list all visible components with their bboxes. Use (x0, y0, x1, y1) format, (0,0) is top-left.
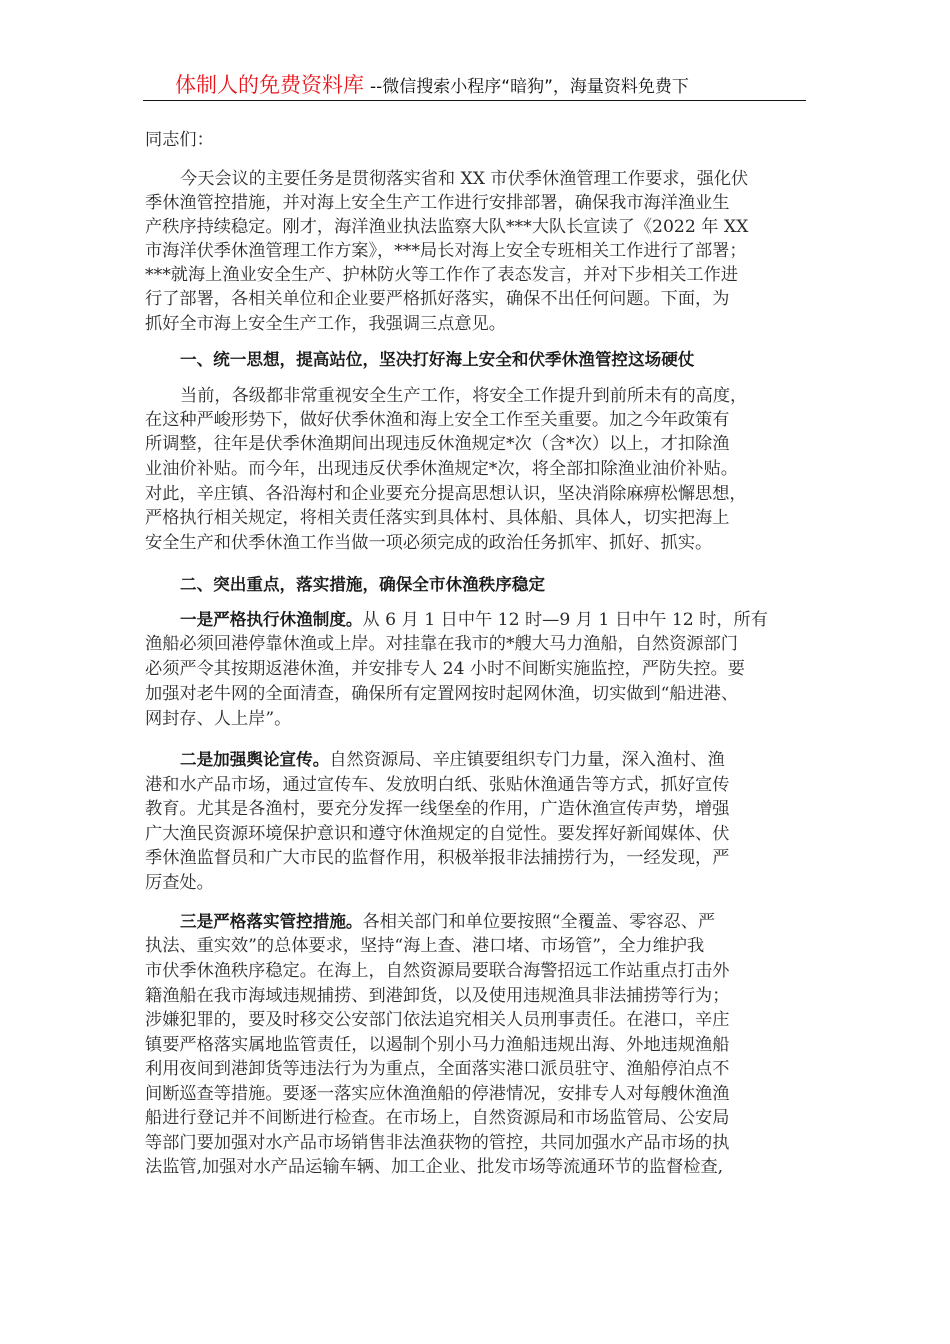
paragraph-line: 抓好全市海上安全生产工作，我强调三点意见。 (145, 314, 506, 334)
page-header (143, 70, 806, 101)
paragraph-line: 教育。尤其是各渔村，要充分发挥一线堡垒的作用，广造休渔宣传声势，增强 (145, 799, 730, 819)
paragraph-line: 季休渔管控措施，并对海上安全生产工作进行安排部署，确保我市海洋渔业生 (145, 193, 730, 213)
paragraph-line: 今天会议的主要任务是贯彻落实省和 XX 市伏季休渔管理工作要求，强化伏 (180, 169, 749, 189)
paragraph-line: 镇要严格落实属地监管责任，以遏制个别小马力渔船违规出海、外地违规渔船 (145, 1035, 730, 1055)
paragraph-line: 法监管,加强对水产品运输车辆、加工企业、批发市场等流通环节的监督检查, (145, 1157, 724, 1177)
paragraph-lead: 二是加强舆论宣传。 (180, 750, 330, 769)
header-brand: 体制人的免费资料库 (175, 73, 364, 97)
paragraph-line: 市伏季休渔秩序稳定。在海上，自然资源局要联合海警招远工作站重点打击外 (145, 961, 730, 981)
paragraph-line: 二是加强舆论宣传。自然资源局、辛庄镇要组织专门力量，深入渔村、渔 (180, 750, 725, 770)
paragraph-line: 安全生产和伏季休渔工作当做一项必须完成的政治任务抓牢、抓好、抓实。 (145, 533, 713, 553)
paragraph-line: 季休渔监督员和广大市民的监督作用，积极举报非法捕捞行为，一经发现，严 (145, 848, 730, 868)
paragraph-line: 渔船必须回港停靠休渔或上岸。对挂靠在我市的*艘大马力渔船，自然资源部门 (145, 634, 738, 654)
paragraph-line: 执法、重实效”的总体要求，坚持“海上查、港口堵、市场管”，全力维护我 (145, 936, 705, 956)
paragraph-line: 涉嫌犯罪的，要及时移交公安部门依法追究相关人员刑事责任。在港口，辛庄 (145, 1010, 730, 1030)
section-heading-1: 一、统一思想，提高站位，坚决打好海上安全和伏季休渔管控这场硬仗 (180, 350, 695, 369)
paragraph-line: 港和水产品市场，通过宣传车、发放明白纸、张贴休渔通告等方式，抓好宣传 (145, 775, 730, 795)
header-tagline: --微信搜索小程序“暗狗”，海量资料免费下 (370, 77, 689, 97)
paragraph-line: 船进行登记并不间断进行检查。在市场上，自然资源局和市场监管局、公安局 (145, 1108, 730, 1128)
paragraph-line: 广大渔民资源环境保护意识和遵守休渔规定的自觉性。要发挥好新闻媒体、伏 (145, 824, 730, 844)
paragraph-line: 严格执行相关规定，将相关责任落实到具体村、具体船、具体人，切实把海上 (145, 508, 730, 528)
paragraph-line: 等部门要加强对水产品市场销售非法渔获物的管控，共同加强水产品市场的执 (145, 1133, 730, 1153)
paragraph-lead: 三是严格落实管控措施。 (180, 912, 363, 931)
paragraph-line: 所调整，往年是伏季休渔期间出现违反休渔规定*次（含*次）以上，才扣除渔 (145, 434, 730, 454)
paragraph-line: 网封存、人上岸”。 (145, 709, 292, 729)
header-text (175, 70, 689, 102)
paragraph-line: 业油价补贴。而今年，出现违反伏季休渔规定*次，将全部扣除渔业油价补贴。 (145, 459, 738, 479)
paragraph-line: 市海洋伏季休渔管理工作方案》，***局长对海上安全专班相关工作进行了部署； (145, 241, 747, 261)
paragraph-line: 三是严格落实管控措施。各相关部门和单位要按照“全覆盖、零容忍、严 (180, 912, 716, 932)
salutation: 同志们： (145, 130, 214, 150)
paragraph-line: 当前，各级都非常重视安全生产工作，将安全工作提升到前所未有的高度， (180, 386, 748, 406)
paragraph-line: 必须严令其按期返港休渔，并安排专人 24 小时不间断实施监控，严防失控。要 (145, 659, 745, 679)
paragraph-line: 籍渔船在我市海域违规捕捞、到港卸货，以及使用违规渔具非法捕捞等行为； (145, 986, 730, 1006)
paragraph-line: 利用夜间到港卸货等违法行为为重点，全面落实港口派员驻守、渔船停泊点不 (145, 1059, 730, 1079)
paragraph-line: 产秩序持续稳定。刚才，海洋渔业执法监察大队***大队长宣读了《2022 年 XX (145, 217, 749, 237)
paragraph-line: 行了部署，各相关单位和企业要严格抓好落实，确保不出任何问题。下面，为 (145, 289, 730, 309)
paragraph-line: 间断巡查等措施。要逐一落实应休渔渔船的停港情况，安排专人对每艘休渔渔 (145, 1084, 730, 1104)
paragraph-line: 一是严格执行休渔制度。从 6 月 1 日中午 12 时—9 月 1 日中午 12 时，所有 (180, 610, 768, 630)
paragraph-line: 对此，辛庄镇、各沿海村和企业要充分提高思想认识，坚决消除麻痹松懈思想， (145, 484, 747, 504)
section-heading-2: 二、突出重点，落实措施，确保全市休渔秩序稳定 (180, 575, 546, 594)
paragraph-line: 加强对老牛网的全面清查，确保所有定置网按时起网休渔，切实做到“船进港、 (145, 684, 739, 704)
paragraph-line: 在这种严峻形势下，做好伏季休渔和海上安全工作至关重要。加之今年政策有 (145, 410, 730, 430)
paragraph-lead: 一是严格执行休渔制度。 (180, 610, 363, 629)
paragraph-line: 厉查处。 (145, 873, 214, 893)
paragraph-line: ***就海上渔业安全生产、护林防火等工作作了表态发言，并对下步相关工作进 (145, 265, 738, 285)
